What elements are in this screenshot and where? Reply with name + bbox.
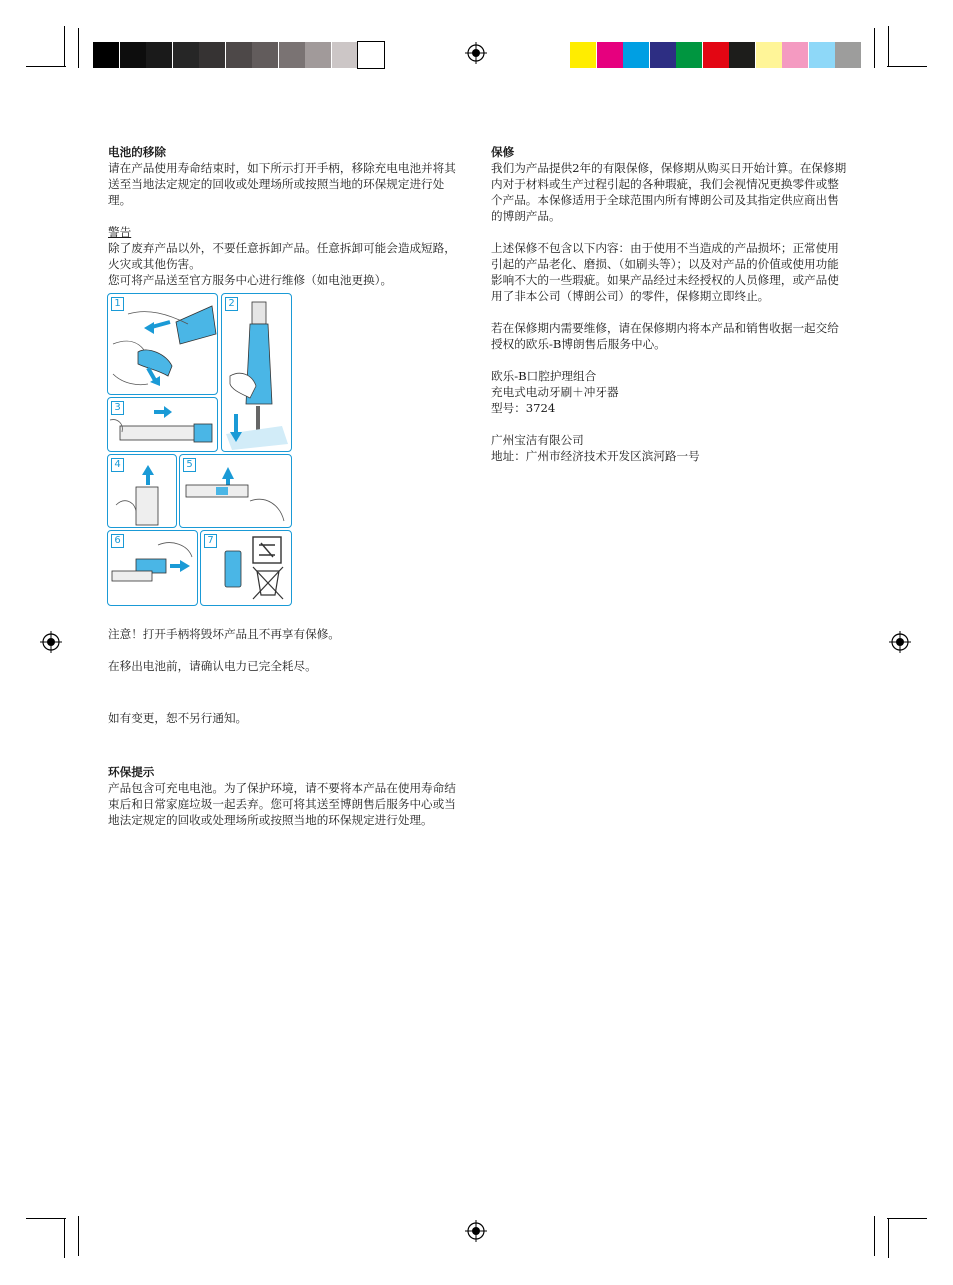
warning-title: 警告 (108, 225, 132, 239)
warning-text: 除了废弃产品以外，不要任意拆卸产品。任意拆卸可能会造成短路，火灾或其他伤害。 (108, 241, 456, 271)
color-swatch (305, 42, 331, 68)
color-swatch (358, 42, 384, 68)
registration-mark-left (40, 631, 62, 653)
color-swatch (650, 42, 676, 68)
environment-title: 环保提示 (108, 765, 155, 779)
warranty-paragraph-3: 若在保修期内需要维修，请在保修期内将本产品和销售收据一起交给授权的欧乐-B博朗售后服务中心。 (491, 321, 839, 351)
right-column (491, 144, 849, 464)
color-swatch (93, 42, 119, 68)
open-handle-illustration (108, 294, 217, 394)
color-swatch (703, 42, 729, 68)
figure-panel-7 (200, 530, 292, 606)
color-swatch (199, 42, 225, 68)
figure-panel-6 (107, 530, 198, 606)
product-line-1: 欧乐-B口腔护理组合 (491, 369, 597, 383)
environment-text: 产品包含可充电电池。为了保护环境，请不要将本产品在使用寿命结束后和日常家庭垃圾一起丢弃。您可将其送至博朗售后服务中心或当地法定规定的回收或处理场所或按照当地的环保规定进行处理。 (108, 781, 456, 827)
figure-step-number: 2 (225, 297, 238, 311)
color-swatch (146, 42, 172, 68)
color-swatch (729, 42, 755, 68)
note-discharge-battery: 在移出电池前，请确认电力已完全耗尽。 (108, 659, 317, 673)
registration-mark-bottom (465, 1220, 487, 1242)
lift-battery-illustration (180, 455, 291, 527)
color-swatch (173, 42, 199, 68)
left-column (108, 144, 466, 288)
company-name: 广州宝洁有限公司 (491, 433, 584, 447)
figure-panel-1 (107, 293, 218, 395)
color-swatch (279, 42, 305, 68)
color-swatch (597, 42, 623, 68)
color-swatch (835, 42, 861, 68)
battery-removal-text: 请在产品使用寿命结束时，如下所示打开手柄，移除充电电池并将其送至当地法定规定的回收或处理场所或按照当地的环保规定进行处理。 (108, 161, 456, 207)
handle-upright-illustration (222, 294, 291, 451)
registration-mark-top (465, 42, 487, 64)
battery-removal-title: 电池的移除 (108, 145, 166, 159)
color-swatch (252, 42, 278, 68)
note-subject-to-change: 如有变更，恕不另行通知。 (108, 711, 248, 725)
warranty-title: 保修 (491, 145, 515, 159)
product-line-2: 充电式电动牙刷＋冲牙器 (491, 385, 619, 399)
color-swatch (756, 42, 782, 68)
product-model: 型号：3724 (491, 401, 556, 415)
figure-panel-5 (179, 454, 292, 528)
figure-step-number: 5 (183, 458, 196, 472)
color-swatch (570, 42, 596, 68)
service-text: 您可将产品送至官方服务中心进行维修（如电池更换）。 (108, 273, 393, 287)
slide-internals-illustration (108, 398, 217, 451)
warranty-paragraph-1: 我们为产品提供2年的有限保修，保修期从购买日开始计算。在保修期内对于材料或生产过程引起的各种瑕疵，我们会视情况更换零件或整个产品。本保修适用于全球范围内所有博朗公司及其指定供应商出售的博朗产品。 (491, 161, 847, 223)
warranty-paragraph-2: 上述保修不包含以下内容：由于使用不当造成的产品损坏；正常使用引起的产品老化、磨损、（如刷头等）；以及对产品的价值或使用功能影响不大的一些瑕疵。如果产品经过未经授权的人员修理，或产品使用了非本公司（博朗公司）的零件，保修期立即终止。 (491, 241, 839, 303)
color-swatch (623, 42, 649, 68)
figure-step-number: 4 (111, 458, 124, 472)
color-swatch (676, 42, 702, 68)
figure-step-number: 1 (111, 297, 124, 311)
color-swatch (226, 42, 252, 68)
color-swatch (332, 42, 358, 68)
figure-panel-2 (221, 293, 292, 452)
figure-step-number: 3 (111, 401, 124, 415)
color-swatch (782, 42, 808, 68)
environment-section (108, 764, 466, 828)
color-swatch (809, 42, 835, 68)
change-notice (108, 710, 466, 726)
color-swatch (120, 42, 146, 68)
figure-panel-4 (107, 454, 177, 528)
figure-step-number: 7 (204, 534, 217, 548)
figure-step-number: 6 (111, 534, 124, 548)
company-address: 地址：广州市经济技术开发区滨河路一号 (491, 449, 700, 463)
note-warranty-void: 注意！打开手柄将毁坏产品且不再享有保修。 (108, 627, 340, 641)
registration-mark-right (889, 631, 911, 653)
figure-panel-3 (107, 397, 218, 452)
left-notes (108, 626, 466, 674)
